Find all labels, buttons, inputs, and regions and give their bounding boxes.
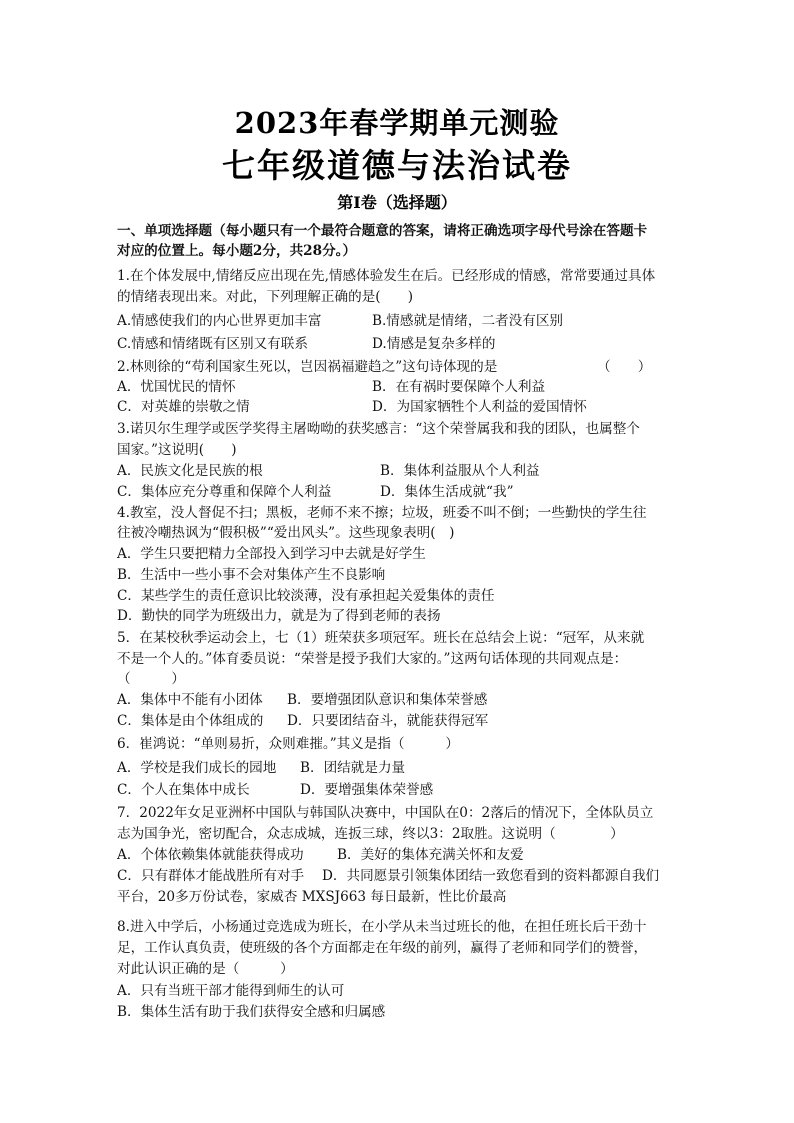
option-d: D．要增强集体荣誉感: [300, 782, 434, 798]
option-c: C．集体应充分尊重和保障个人利益: [117, 484, 332, 500]
option-a: A．集体中不能有小团体: [117, 692, 263, 708]
option-b: B．美好的集体充满关怀和友爱: [337, 847, 524, 863]
option-a: A．个体依赖集体就能获得成功: [117, 847, 304, 863]
instructions-line: 一、单项选择题（每小题只有一个最符合题意的答案，请将正确选项字母代号涂在答题卡: [117, 223, 648, 239]
option-b: B．在有祸时要保障个人利益: [372, 379, 546, 395]
option-d: D．共同愿景引领集体团结一致您看到的资料都源自我们: [322, 868, 660, 884]
option-a: A．民族文化是民族的根: [117, 463, 263, 479]
question-stem: 往被冷嘲热讽为“假积极”“爱出风头”。这些现象表明( ): [117, 525, 455, 541]
option-a: A．只有当班干部才能得到师生的认可: [117, 983, 345, 999]
question-stem: 1.在个体发展中,情绪反应出现在先,情感体验发生在后。已经形成的情感，常常要通过具体: [117, 268, 656, 284]
option-a: A．学生只要把精力全部投入到学习中去就是好学生: [117, 546, 426, 562]
option-a: A．忧国忧民的情怀: [117, 379, 236, 395]
question-stem: 对此认识正确的是（ ）: [117, 961, 294, 977]
answer-blank: （ ）: [117, 671, 185, 687]
question-stem: 4.教室，没人督促不扫；黑板，老师不来不擦；垃圾，班委不叫不倒；一些勤快的学生往: [117, 505, 647, 521]
exam-subtitle: 七年级道德与法治试卷: [222, 146, 572, 185]
question-stem: 不是一个人的。”体育委员说：“荣誉是授予我们大家的。”这两句话体现的共同观点是：: [117, 651, 628, 667]
option-a: A.情感使我们的内心世界更加丰富: [117, 313, 322, 329]
option-c: C.情感和情绪既有区别又有联系: [117, 336, 308, 352]
question-stem: 7．2022年女足亚洲杯中国队与韩国队决赛中，中国队在0：2落后的情况下，全体队员立: [117, 805, 654, 821]
answer-blank: （ ）: [597, 359, 652, 375]
option-a: A．学校是我们成长的园地: [117, 760, 277, 776]
question-stem: 的情绪表现出来。对此，下列理解正确的是( ): [117, 289, 414, 305]
section-heading: 第Ⅰ卷（选择题）: [337, 193, 457, 212]
option-d: D．为国家牺牲个人利益的爱国情怀: [372, 399, 587, 415]
question-stem: 2.林则徐的“苟利国家生死以，岂因祸福避趋之”这句诗体现的是: [117, 359, 498, 375]
option-c: C．个人在集体中成长: [117, 782, 250, 798]
option-b: B．生活中一些小事不会对集体产生不良影响: [117, 567, 386, 583]
option-b: B．要增强团队意识和集体荣誉感: [287, 692, 488, 708]
option-d: D．只要团结奋斗，就能获得冠军: [287, 713, 489, 729]
option-c: C．集体是由个体组成的: [117, 713, 264, 729]
question-stem: 8.进入中学后，小杨通过竞选成为班长，在小学从未当过班长的他，在担任班长后干劲十: [117, 919, 647, 935]
option-b: B．集体利益服从个人利益: [380, 463, 540, 479]
option-c: C．对英雄的崇敬之情: [117, 399, 250, 415]
question-stem: 国家。”这说明( ): [117, 442, 237, 458]
option-c: C．只有群体才能战胜所有对手: [117, 868, 305, 884]
instructions-line: 对应的位置上。每小题2分，共28分。）: [117, 243, 357, 259]
option-d: D．勤快的同学为班级出力，就是为了得到老师的表扬: [117, 608, 441, 624]
question-stem: 志为国争光，密切配合，众志成城，连扳三球，终以3：2取胜。这说明（ ）: [117, 826, 624, 842]
option-b: B．团结就是力量: [300, 760, 406, 776]
question-stem: 3.诺贝尔生理学或医学奖得主屠呦呦的获奖感言：“这个荣誉属我和我的团队，也属整个: [117, 421, 640, 437]
question-stem: 足，工作认真负责，使班级的各个方面都走在年级的前列，赢得了老师和同学们的赞誉，: [117, 940, 648, 956]
option-c: C．某些学生的责任意识比较淡薄，没有承担起关爱集体的责任: [117, 588, 495, 604]
option-d: D.情感是复杂多样的: [372, 336, 496, 352]
question-stem: 6．崔鸿说：“单则易折，众则难摧。”其义是指（ ）: [117, 736, 459, 752]
option-b: B.情感就是情绪，二者没有区别: [372, 313, 564, 329]
option-b: B．集体生活有助于我们获得安全感和归属感: [117, 1004, 386, 1020]
option-d: D．集体生活成就“我”: [380, 484, 514, 500]
question-stem: 5．在某校秋季运动会上，七（1）班荣获多项冠军。班长在总结会上说：“冠军，从来就: [117, 630, 645, 646]
exam-title: 2023年春学期单元测验: [234, 106, 560, 140]
advert-text: 平台，20多万份试卷，家威杏 MXSJ663 每日最新，性比价最高: [117, 889, 507, 905]
